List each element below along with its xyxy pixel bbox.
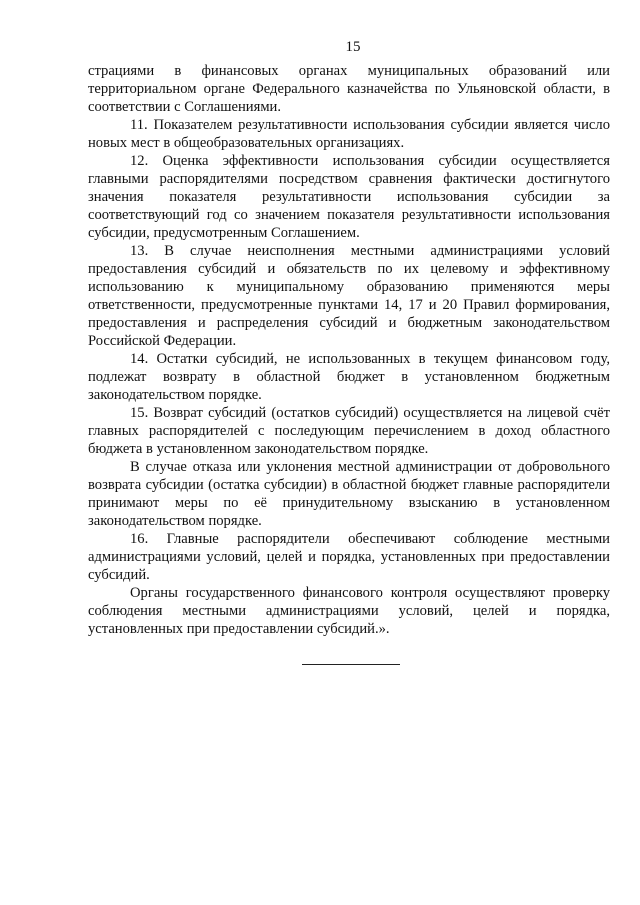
- document-body: [88, 62, 610, 638]
- paragraph-16: 16. Главные распорядители обеспечивают соблюдение местными администрациями условий, целей и порядка, установленных при предоставлении субсидий.: [88, 531, 610, 583]
- paragraph-15: 15. Возврат субсидий (остатков субсидий) осуществляется на лицевой счёт главных распорядителей с последующим перечислением в доход областного бюджета в установленном законодательством порядке.: [88, 405, 610, 457]
- paragraph-12: 12. Оценка эффективности использования субсидии осуществляется главными распорядителями посредством сравнения фактически достигнутого значения показателя результативности использования субсидии за соответствующий год со значением показателя результативности использования субсидии, предусмотренным Соглашением.: [88, 153, 610, 241]
- paragraph-continuation: страциями в финансовых органах муниципальных образований или территориальном органе Федерального казначейства по Ульяновской области, в соответствии с Соглашениями.: [88, 63, 610, 115]
- page-number: 15: [345, 39, 361, 55]
- paragraph-11: 11. Показателем результативности использования субсидии является число новых мест в общеобразовательных организациях.: [88, 117, 610, 151]
- end-divider: [302, 664, 400, 665]
- paragraph-13: 13. В случае неисполнения местными администрациями условий предоставления субсидий и обязательств по их целевому и эффективному использованию к муниципальному образованию применяются меры ответственности, предусмотренные пунктами 14, 17 и 20 Правил формирования, предоставления и распределения субсидий и бюджетным законодательством Российской Федерации.: [88, 243, 610, 349]
- paragraph-refusal: В случае отказа или уклонения местной администрации от добровольного возврата субсидии (остатка субсидии) в областной бюджет главные распорядители принимают меры по её принудительному взысканию в установленном законодательством порядке.: [88, 459, 610, 529]
- paragraph-control-bodies: Органы государственного финансового контроля осуществляют проверку соблюдения местными администрациями условий, целей и порядка, установленных при предоставлении субсидий.».: [88, 585, 610, 637]
- paragraph-14: 14. Остатки субсидий, не использованных в текущем финансовом году, подлежат возврату в областной бюджет в установленном бюджетным законодательством порядке.: [88, 351, 610, 403]
